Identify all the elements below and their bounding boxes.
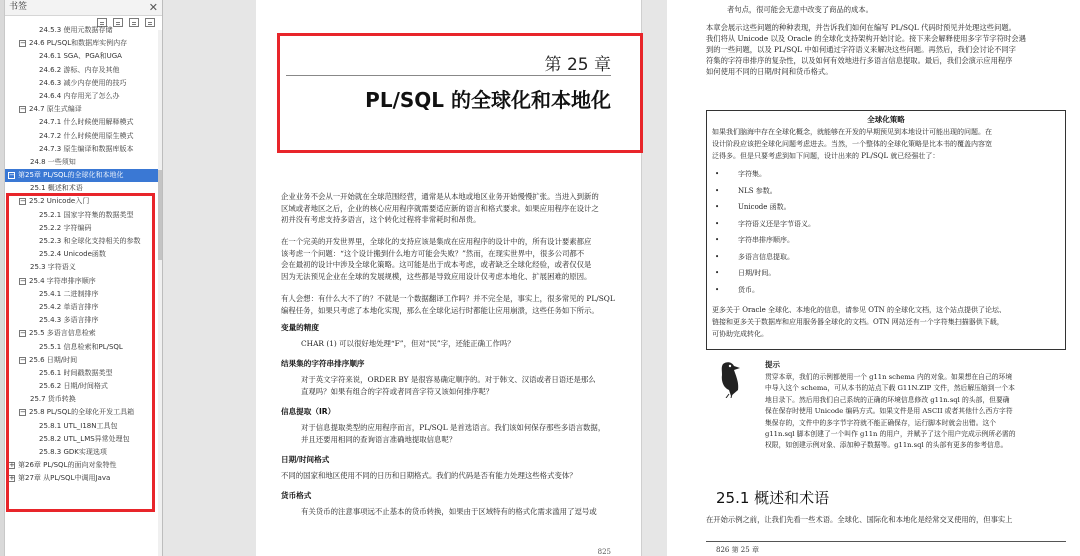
text-line: 到的一些问题，以及 PL/SQL 中如何通过字符语义来解决这些问题。再然后，我们会讨论不同字 — [706, 45, 1016, 54]
bookmark-label: 25.5.1 信息检索和PL/SQL — [39, 342, 123, 351]
box-text-line: 链接和更多关于数据库和应用服务器全球化的文档。OTN 网站还有一个字符集扫描器供下载， — [712, 318, 1004, 326]
collapse-icon[interactable]: − — [20, 276, 26, 285]
heading-info-retrieval: 信息提取（IR） — [281, 407, 336, 416]
box-text-line: 设计阶段应该把全球化问题考虑进去。当然，一个整体的全球化策略是比本书的覆盖内容宽 — [712, 140, 992, 148]
bookmark-item[interactable] — [5, 37, 162, 50]
bookmark-label: 25.4 字符串排序顺序 — [29, 276, 96, 285]
tip-line: 地目录下。然后用我们自己系统的正确的环境信息修改 g11n.sql 的头部，但要确 — [765, 395, 1010, 404]
chapter-title: PL/SQL 的全球化和本地化 — [365, 88, 611, 112]
document-page-826 — [667, 0, 1080, 556]
paragraph-2: 在一个完美的开发世界里，全球化的支持应该是集成在应用程序的设计中的，所有设计要素都应 该考虑一个问题：“这个设计搬到什么地方可能会失败？”然而，在现实世界中，很多公司都不 会在最初的设计中涉及全球化策略。这可能是出于成本考虑，或者缺乏全球化经验，或者仅仅是 因为无法预见企业在全球的发展规模，这些都是导致应用设计仅考虑本地化、扩展困难的原因。 — [281, 237, 592, 281]
tip-line: 贯穿本章，我们的示例都使用一个 g11n schema 内的对象。如果想在自己的环境 — [765, 373, 1013, 381]
bookmark-label: 24.7.1 什么时候使用解释模式 — [39, 118, 134, 127]
bookmark-label: 25.4.3 多语言排序 — [39, 316, 99, 325]
text-line: 本章会展示这些问题的种种表现，并告诉我们如何在编写 PL/SQL 代码时预见并处理这些问题。 — [706, 23, 1016, 32]
bookmark-label: 25.2 Unicode入门 — [29, 197, 90, 206]
collapse-icon[interactable]: − — [9, 171, 15, 180]
bookmark-label: 25.5 多语言信息检索 — [29, 329, 96, 338]
bookmark-label: 25.6 日期/时间 — [29, 355, 78, 364]
bookmark-label: 第25章 PL/SQL的全球化和本地化 — [18, 171, 124, 180]
bookmark-item[interactable] — [5, 367, 162, 380]
bookmark-item[interactable] — [5, 393, 162, 406]
globalization-strategy-box — [706, 110, 1066, 350]
bookmark-item[interactable] — [5, 301, 162, 314]
bookmark-item[interactable] — [5, 406, 162, 419]
document-page-825 — [256, 0, 642, 556]
text-sort-order: 对于英文字符来说，ORDER BY 是很容易确定顺序的。对于韩文、汉语或者日语还是那么 直观吗？如果有组合的字符或者同音字符又该如何排序呢？ — [301, 375, 596, 396]
bookmark-item[interactable] — [5, 433, 162, 446]
crow-tip-icon — [717, 360, 745, 398]
expand-icon[interactable]: + — [9, 461, 15, 470]
bookmark-item[interactable] — [5, 261, 162, 274]
bookmark-label: 24.7 原生式编译 — [29, 105, 82, 114]
heading-sort-order: 结果集的字符串排序顺序 — [281, 359, 365, 368]
bookmark-label: 25.8.2 UTL_LMS异常处理包 — [39, 434, 130, 443]
bookmark-item[interactable] — [5, 380, 162, 393]
bookmark-item[interactable] — [5, 195, 162, 208]
bookmark-label: 第27章 从PL/SQL中调用Java — [18, 474, 111, 483]
tip-line: 权限，如创建示例对象、添加种子数据等。g11n.sql 的头部有更多的参考信息。 — [765, 441, 1008, 450]
chapter-rule — [286, 75, 611, 76]
bookmark-tree — [5, 24, 162, 486]
bullet-text: 字符串排序顺序。 — [738, 236, 794, 244]
bookmark-label: 24.6.2 游标、内存及其他 — [39, 65, 120, 74]
collapse-icon[interactable]: − — [20, 408, 26, 417]
bookmark-label: 25.4.1 二进制排序 — [39, 289, 99, 298]
bookmark-item[interactable] — [5, 50, 162, 63]
bookmark-item[interactable] — [5, 288, 162, 301]
bookmark-item[interactable] — [5, 459, 162, 472]
bookmark-label: 24.6 PL/SQL和数据库实例内存 — [29, 39, 128, 48]
bookmark-item[interactable] — [5, 77, 162, 90]
bookmark-item[interactable] — [5, 235, 162, 248]
bookmark-label: 25.2.4 Unicode函数 — [39, 250, 106, 259]
chapter-number: 第 25 章 — [544, 55, 611, 75]
bookmark-item[interactable] — [5, 420, 162, 433]
bullet-text: NLS 参数。 — [738, 186, 777, 195]
text-line: 我们将从 Unicode 以及 Oracle 的全球化支持架构开始讨论。接下来会解释使用多字节字符时会遇 — [706, 34, 1026, 43]
bullet-text: Unicode 函数。 — [738, 203, 791, 211]
heading-date-time: 日期/时间格式 — [281, 455, 330, 464]
footer-rule — [706, 541, 1066, 542]
bookmark-item[interactable] — [5, 103, 162, 116]
bookmark-item[interactable] — [5, 341, 162, 354]
tip-line: 集保存的，文件中的多字节字符就不能正确保存，运行脚本时就会出错。这个 — [765, 418, 997, 427]
bookmark-item[interactable] — [5, 314, 162, 327]
section-title: 25.1 概述和术语 — [716, 489, 830, 507]
bookmark-label: 24.8 一些须知 — [30, 157, 76, 166]
page-number: 825 — [597, 548, 611, 556]
bookmark-panel-title: 书签 — [9, 2, 28, 12]
bookmark-label: 24.5.3 使用元数据存储 — [39, 26, 113, 34]
bookmark-item[interactable] — [5, 209, 162, 222]
bookmark-item[interactable] — [5, 143, 162, 156]
collapse-icon[interactable]: − — [20, 197, 26, 206]
bookmark-label: 24.6.4 内存用光了怎么办 — [39, 91, 120, 100]
bookmark-item[interactable] — [5, 130, 162, 143]
bookmark-label: 25.8 PL/SQL的全球化开发工具箱 — [29, 408, 135, 417]
bookmark-label: 25.2.2 字符编码 — [39, 223, 92, 232]
bookmark-item[interactable] — [5, 156, 162, 169]
bookmark-item[interactable] — [5, 182, 162, 195]
bookmark-label: 24.6.1 SGA、PGA和UGA — [39, 52, 122, 61]
bullet-text: 货币。 — [738, 285, 759, 294]
text-line: 如何使用不同的日期/时间和货币格式。 — [706, 67, 833, 76]
bookmark-label: 25.3 字符语义 — [30, 263, 76, 272]
bookmark-label: 25.4.2 单语言排序 — [39, 302, 99, 311]
bookmark-panel-header — [5, 0, 162, 16]
bookmark-label: 24.6.3 减少内存使用的技巧 — [39, 78, 127, 87]
bookmark-label: 25.7 货币转换 — [30, 395, 76, 404]
bullet-text: 字符语义还是字节语义。 — [738, 219, 815, 228]
bookmark-item[interactable] — [5, 64, 162, 77]
bookmark-label: 24.7.2 什么时候使用原生模式 — [39, 131, 134, 140]
box-text-line: 泛得多。但是只要考虑到如下问题，设计出来的 PL/SQL 就已经强壮了： — [712, 152, 940, 160]
text-date-time: 不同的国家和地区使用不同的日历和日期格式。我们的代码是否有能力处理这些格式变体？ — [281, 471, 577, 480]
collapse-icon[interactable]: − — [20, 329, 26, 338]
bookmark-item[interactable] — [5, 116, 162, 129]
text-line: 者句点，很可能会无意中改变了商品的成本。 — [727, 5, 873, 14]
bookmark-label: 25.1 概述和术语 — [30, 184, 83, 193]
bookmark-label: 24.7.3 原生编译和数据库版本 — [39, 144, 134, 153]
heading-variable-precision: 变量的精度 — [281, 323, 319, 332]
bookmark-item[interactable] — [5, 90, 162, 103]
text-line: 符集的字符串排序的复杂性，以及如何有效地进行多语言信息提取。最后，我们会演示应用程序 — [706, 56, 1013, 65]
bookmark-label: 25.2.3 和全球化支持相关的参数 — [39, 237, 141, 245]
bookmark-label: 25.2.1 国家字符集的数据类型 — [39, 210, 134, 219]
collapse-icon[interactable]: − — [20, 355, 26, 364]
box-title: 全球化策略 — [867, 115, 905, 124]
expand-icon[interactable]: + — [9, 474, 15, 483]
bookmark-item[interactable] — [5, 354, 162, 367]
close-icon[interactable]: ✕ — [148, 1, 158, 14]
tip-title: 提示 — [765, 360, 780, 369]
bookmark-item[interactable] — [5, 275, 162, 288]
collapse-icon[interactable]: − — [20, 39, 26, 48]
page-footer: 826 第 25 章 — [716, 546, 759, 554]
collapse-icon[interactable]: − — [20, 105, 26, 114]
bookmark-label: 25.6.1 时间戳数据类型 — [39, 368, 113, 377]
tip-line: g11n.sql 脚本创建了一个叫作 g11n 的用户，并赋予了这个用户完成示例所必需的 — [765, 430, 1016, 438]
paragraph-3: 有人会想：有什么大不了的？不就是一个数据翻译工作吗？并不完全是，事实上，很多常见的 PL/SQL 编程任务，如果只考虑了本地化实现，那么在全球化运行时都能让应用崩溃，这些任务如下所示。 — [281, 294, 615, 315]
box-text-line: 更多关于 Oracle 全球化、本地化的信息，请参见 OTN 的全球化文档，这个站点提供了论坛、 — [712, 306, 1006, 314]
bullet-text: 多语言信息提取。 — [738, 252, 794, 261]
box-text-line: 如果我们脑海中存在全球化概念，就能够在开发的早期预见到本地设计可能出现的问题。在 — [712, 128, 992, 136]
section-intro-line: 在开始示例之前，让我们先看一些术语。全球化、国际化和本地化是经常交叉使用的，但事实上 — [706, 515, 1013, 524]
text-variable-precision: CHAR (1) 可以很好地处理“F”，但对“民”字，还能正确工作吗？ — [301, 339, 515, 348]
heading-currency: 货币格式 — [281, 491, 312, 500]
tip-line: 中导入这个 schema，可从本书的站点下载 G11N.ZIP 文件，然后解压缩到一个本 — [765, 384, 1015, 393]
paragraph-1: 企业业务不会从一开始就在全球范围经营，通常是从本地或地区业务开始慢慢扩张。当进入到新的 区域或者地区之后，企业的核心应用程序就需要适应新的语言和格式要求。如果应用程序在设计之 初并没有考虑支持多语言，这个转化过程将非常耗时和昂贵。 — [281, 192, 599, 225]
tip-line: 保在保存时使用 Unicode 编码方式。如果文件是用 ASCII 或者其他什么西方字符 — [765, 407, 1013, 416]
bullet-text: 日期/时间。 — [738, 269, 776, 277]
bookmark-label: 第26章 PL/SQL的面向对象特性 — [18, 461, 117, 470]
scrollbar-thumb[interactable] — [158, 170, 162, 260]
bookmark-item[interactable] — [5, 472, 162, 485]
bookmark-item[interactable] — [5, 169, 162, 182]
bookmark-item[interactable] — [5, 446, 162, 459]
bookmark-panel — [5, 0, 163, 556]
text-info-retrieval: 对于信息提取类型的应用程序而言，PL/SQL 是首选语言。我们该如何保存那些多语言数据， 并且还要用相同的查询语言准确地提取信息呢？ — [301, 423, 606, 444]
bullet-text: 字符集。 — [738, 170, 766, 178]
bookmark-item[interactable] — [5, 24, 162, 37]
bookmark-item[interactable] — [5, 248, 162, 261]
bookmark-item[interactable] — [5, 327, 162, 340]
box-text-line: 可协助完成转化。 — [712, 330, 768, 338]
bookmark-scrollbar[interactable] — [158, 30, 162, 556]
bookmark-item[interactable] — [5, 222, 162, 235]
bookmark-label: 25.6.2 日期/时间格式 — [39, 382, 108, 391]
text-currency: 有关货币的注意事项远不止基本的货币转换，如果由于区域特有的格式化需求滥用了逗号或 — [301, 507, 597, 516]
bookmark-label: 25.8.1 UTL_I18N工具包 — [39, 421, 118, 430]
bookmark-label: 25.8.3 GDK实现选项 — [39, 448, 107, 456]
